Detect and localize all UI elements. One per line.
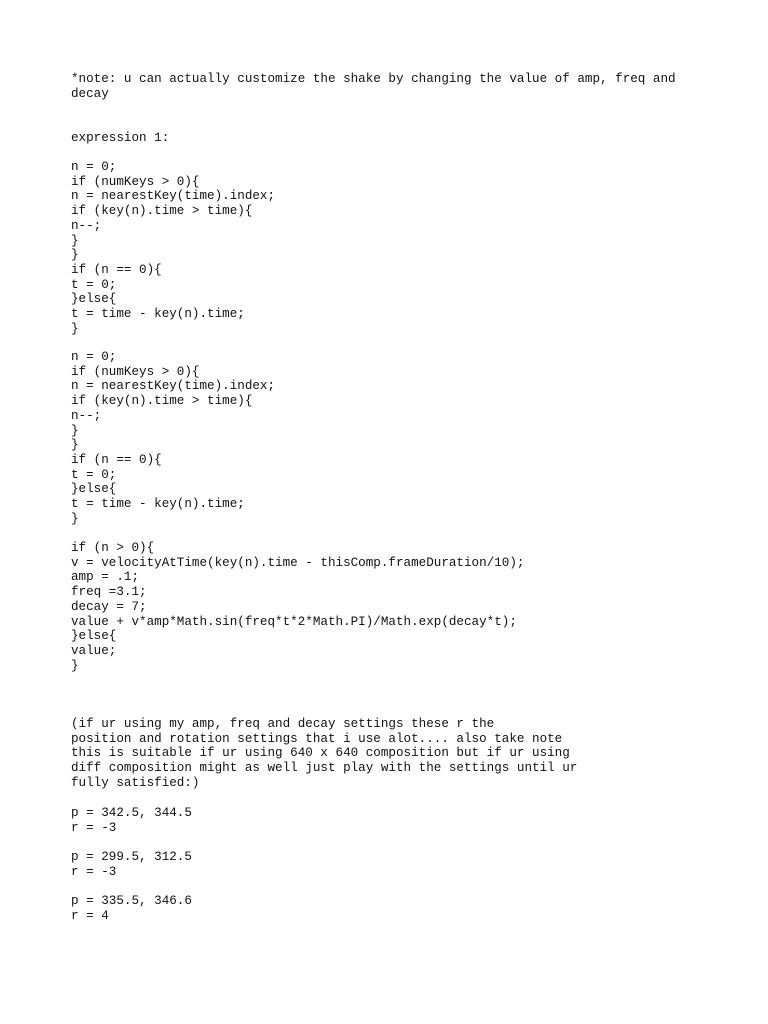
code-block-2	[71, 350, 275, 526]
code-line: n = 0;	[71, 160, 117, 174]
code-line: value;	[71, 643, 117, 658]
code-block-3	[71, 541, 524, 673]
rotation-setting: r = 4	[71, 908, 109, 923]
code-line: n = nearestKey(time).index;	[71, 379, 276, 394]
code-line: freq =3.1;	[71, 585, 147, 600]
code-line: }	[71, 233, 79, 248]
rotation-setting: r = -3	[71, 820, 117, 835]
code-line: }else{	[71, 629, 117, 644]
paragraph-line: fully satisfied:)	[71, 775, 200, 790]
code-line: }else{	[71, 292, 117, 307]
expression-heading	[71, 131, 169, 146]
position-setting: p = 299.5, 312.5	[71, 850, 192, 864]
code-line: t = 0;	[71, 277, 117, 292]
code-line: t = time - key(n).time;	[71, 307, 245, 322]
settings-paragraph	[71, 717, 577, 791]
paragraph-line: position and rotation settings that i use alot.... also take note	[71, 731, 563, 746]
code-line: }	[71, 423, 79, 438]
code-line: }	[71, 511, 79, 526]
code-line: n--;	[71, 408, 102, 423]
note-line: decay	[71, 86, 109, 101]
code-line: if (n == 0){	[71, 452, 162, 467]
code-line: }	[71, 248, 79, 263]
rotation-setting: r = -3	[71, 864, 117, 879]
code-line: n--;	[71, 218, 102, 233]
code-line: v = velocityAtTime(key(n).time - thisComp.frameDuration/10);	[71, 555, 525, 570]
note-line: *note: u can actually customize the shake by changing the value of amp, freq and	[71, 72, 676, 86]
code-line: }	[71, 321, 79, 336]
code-line: if (numKeys > 0){	[71, 364, 200, 379]
paragraph-line: this is suitable if ur using 640 x 640 composition but if ur using	[71, 746, 570, 761]
heading-text: expression 1:	[71, 131, 170, 145]
note-text	[71, 72, 676, 101]
code-line: n = nearestKey(time).index;	[71, 189, 276, 204]
code-line: if (numKeys > 0){	[71, 174, 200, 189]
paragraph-line: diff composition might as well just play with the settings until ur	[71, 761, 578, 776]
code-line: }	[71, 438, 79, 453]
code-block-1	[71, 160, 275, 336]
setting-group-2	[71, 850, 192, 879]
code-line: if (n > 0){	[71, 541, 155, 555]
position-setting: p = 342.5, 344.5	[71, 806, 192, 820]
code-line: amp = .1;	[71, 570, 140, 585]
code-line: decay = 7;	[71, 599, 147, 614]
position-setting: p = 335.5, 346.6	[71, 894, 192, 908]
code-line: t = time - key(n).time;	[71, 497, 245, 512]
code-line: n = 0;	[71, 350, 117, 364]
code-line: }	[71, 658, 79, 673]
setting-group-1	[71, 806, 192, 835]
code-line: if (key(n).time > time){	[71, 394, 253, 409]
code-line: if (n == 0){	[71, 262, 162, 277]
code-line: }else{	[71, 482, 117, 497]
paragraph-line: (if ur using my amp, freq and decay settings these r the	[71, 717, 495, 731]
setting-group-3	[71, 894, 192, 923]
code-line: if (key(n).time > time){	[71, 204, 253, 219]
code-line: t = 0;	[71, 467, 117, 482]
code-line: value + v*amp*Math.sin(freq*t*2*Math.PI)/Math.exp(decay*t);	[71, 614, 517, 629]
